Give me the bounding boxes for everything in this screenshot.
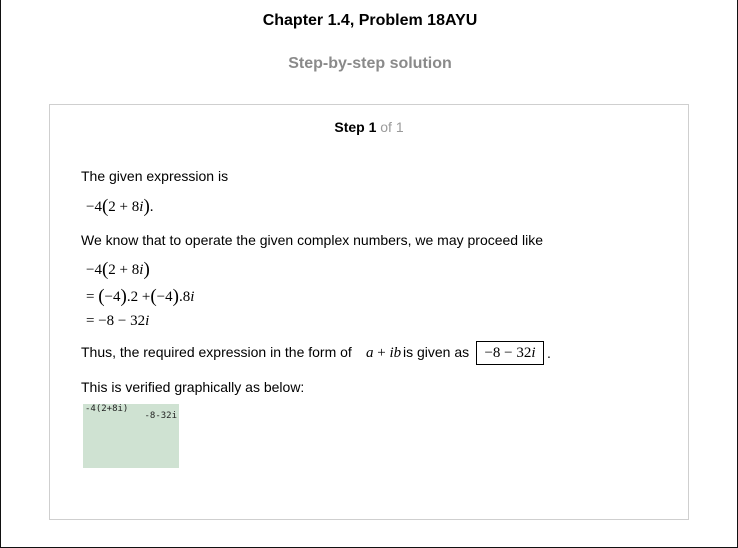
expr-coefficient: −4 (86, 199, 102, 215)
given-expression-math: −4(2 + 8i). (86, 196, 154, 217)
expr-inner: 2 + 8 (108, 199, 140, 215)
form-math (366, 345, 401, 362)
answer-imaginary: i (531, 345, 536, 361)
given-expression-text: The given expression is (81, 168, 229, 184)
work-line-2: = (−4).2 +(−4).8i (86, 286, 195, 307)
form-a: a (366, 345, 374, 361)
work2-imaginary: i (190, 289, 195, 305)
conclusion-text-start: Thus, the required expression in the form of (81, 344, 352, 360)
work1-coefficient: −4 (86, 262, 102, 278)
work-line-1: −4(2 + 8i) (86, 259, 150, 280)
step-label: Step 1 (334, 119, 377, 135)
conclusion-period: . (547, 345, 551, 361)
work2-mid: .2 + (126, 289, 151, 305)
answer-box (476, 341, 544, 365)
work1-inner: 2 + 8 (108, 262, 140, 278)
work3-imaginary: i (145, 313, 150, 329)
work2-b: −4 (156, 289, 173, 305)
work2-a: −4 (104, 289, 121, 305)
method-text: We know that to operate the given complex numbers, we may proceed like (81, 232, 543, 248)
work1-imaginary: i (139, 262, 144, 278)
solution-subtitle: Step-by-step solution (288, 55, 452, 72)
calculator-input: -4(2+8i) (85, 404, 129, 414)
step-header (50, 119, 688, 135)
step-count: of 1 (380, 119, 404, 135)
calculator-screenshot (83, 404, 179, 468)
form-plus: + (373, 345, 390, 361)
conclusion-text-end: is given as (403, 344, 470, 360)
expr-imaginary: i (139, 199, 144, 215)
work-line-3 (86, 313, 149, 330)
work3-value: −8 − 32 (98, 313, 146, 329)
page-title: Chapter 1.4, Problem 18AYU (262, 12, 478, 29)
work3-equals: = (86, 313, 95, 329)
solution-panel (49, 104, 689, 520)
form-ib: ib (389, 345, 402, 361)
calculator-output: -8-32i (144, 411, 177, 421)
work2-equals: = (86, 289, 95, 305)
answer-value: −8 − 32 (484, 345, 532, 361)
verification-text: This is verified graphically as below: (81, 379, 305, 395)
work2-tail: .8 (178, 289, 191, 305)
expr-period: . (149, 199, 154, 215)
